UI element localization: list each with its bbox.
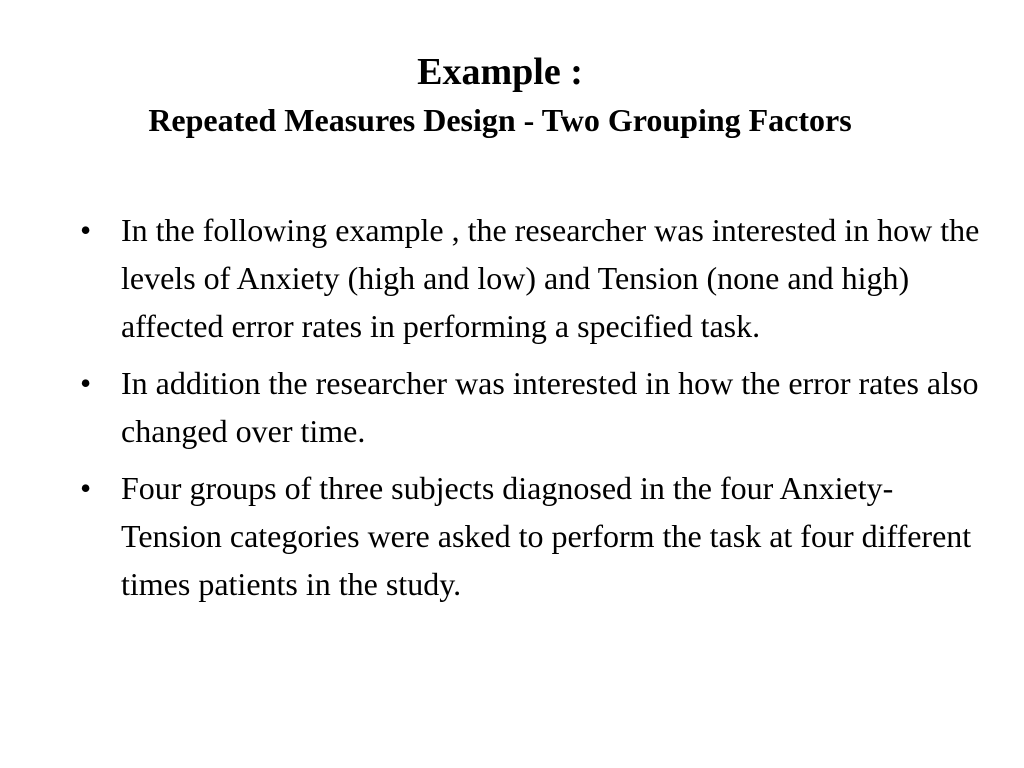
bullet-item (80, 206, 980, 350)
slide-title: Example : (417, 51, 583, 93)
bullet-dot-icon: • (80, 212, 92, 248)
bullet-item (80, 359, 980, 455)
bullet-text: Four groups of three subjects diagnosed in the four Anxiety-Tension categories were asked to perform the task at four different times patients in the study. (121, 470, 972, 602)
bullet-text: In the following example , the researcher was interested in how the levels of Anxiety (high and low) and Tension (none and high) affected error rates in performing a specified task. (121, 212, 980, 344)
slide-subtitle: Repeated Measures Design - Two Grouping Factors (148, 102, 852, 138)
bullet-text: In addition the researcher was interested in how the error rates also changed over time. (121, 365, 979, 449)
bullet-list (80, 206, 980, 617)
bullet-dot-icon: • (80, 470, 92, 506)
bullet-dot-icon: • (80, 365, 92, 401)
slide-title-block (0, 46, 1000, 142)
bullet-item (80, 464, 980, 608)
